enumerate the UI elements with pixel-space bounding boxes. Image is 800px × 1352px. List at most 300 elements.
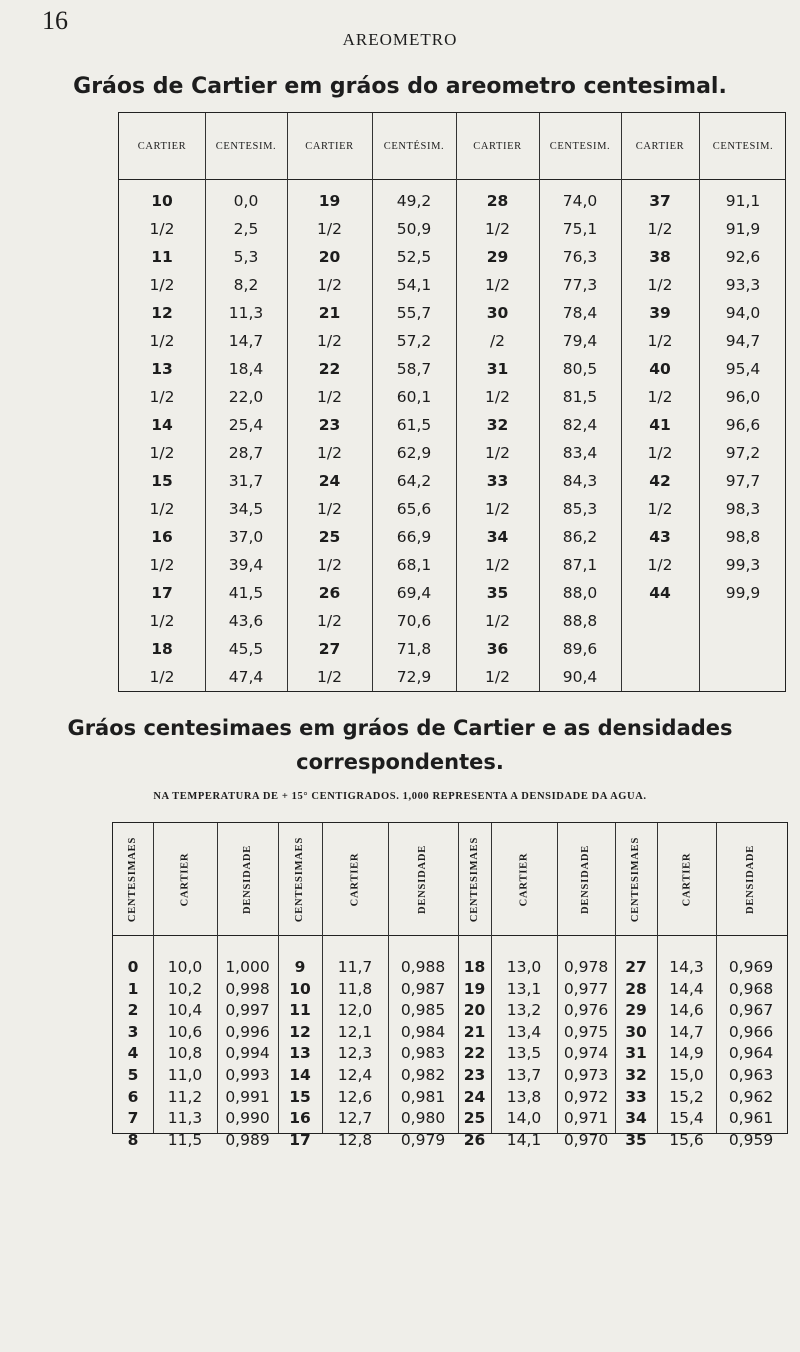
cartier-cell: 1/2 [149, 668, 175, 686]
densidade-cell: 0,976 [563, 1001, 609, 1020]
centesimaes-cell: 3 [127, 1022, 139, 1041]
cartier-cell: 11 [151, 248, 173, 266]
table2-header-label: DENSIDADE [745, 844, 757, 914]
centesim-cell: 64,2 [396, 472, 432, 490]
cartier-cell: 1/2 [647, 556, 673, 574]
cartier-cell: 27 [318, 640, 341, 658]
centesim-cell: 11,3 [228, 304, 264, 322]
centesim-cell: 97,7 [725, 472, 761, 490]
centesim-cell: 96,0 [725, 388, 761, 406]
cartier-cell: 10,6 [167, 1022, 203, 1041]
densidade-cell: 0,967 [728, 1001, 774, 1020]
table2-column-divider [657, 823, 658, 1133]
centesimaes-cell: 15 [289, 1087, 311, 1106]
table2-header [113, 823, 787, 936]
table2-header-cell [557, 827, 615, 931]
table-row [119, 607, 785, 635]
centesim-cell: 62,9 [396, 444, 432, 462]
cartier-cell: 15,4 [669, 1109, 704, 1128]
densidade-cell: 0,991 [225, 1087, 270, 1106]
centesimaes-cell: 0 [127, 958, 139, 976]
centesim-cell: 85,3 [562, 500, 598, 518]
cartier-cell: 10,4 [167, 1001, 203, 1020]
cartier-cell: 13,5 [506, 1044, 542, 1063]
centesim-cell: 61,5 [396, 416, 432, 434]
temperature-note: NA TEMPERATURA DE + 15° CENTIGRADOS. 1,000 REPRESENTA A DENSIDADE DA AGUA. [153, 791, 647, 802]
table1-column-divider [456, 113, 457, 691]
centesimaes-cell: 5 [127, 1065, 139, 1084]
cartier-cell: 1/2 [149, 612, 175, 630]
centesim-cell: 54,1 [396, 276, 432, 294]
centesim-cell: 37,0 [228, 528, 264, 546]
cartier-cell: 17 [151, 584, 173, 602]
table-row [119, 467, 785, 495]
centesimaes-cell: 23 [463, 1065, 486, 1084]
table1-header-cell: CARTIER [137, 140, 187, 152]
centesim-cell: 84,3 [562, 472, 598, 490]
centesim-cell: 75,1 [562, 220, 598, 238]
densidade-cell: 0,988 [400, 958, 446, 976]
table2-header-cell [153, 827, 217, 931]
table1-column-divider [287, 113, 288, 691]
centesimal-to-cartier-density-table [112, 822, 788, 1149]
table-row [119, 383, 785, 411]
centesim-cell: 31,7 [228, 472, 264, 490]
centesim-cell: 88,8 [562, 612, 598, 630]
cartier-cell: 10,2 [167, 979, 203, 998]
centesimaes-cell: 32 [625, 1065, 647, 1084]
cartier-cell: 1/2 [485, 276, 510, 294]
centesim-cell: 66,9 [396, 528, 432, 546]
table2-header-label: DENSIDADE [242, 844, 254, 914]
centesim-cell: 71,8 [396, 640, 432, 658]
cartier-to-centesimal-table [118, 112, 786, 692]
cartier-cell: 1/2 [647, 276, 673, 294]
table2-header-label: CENTESIMAES [469, 836, 480, 922]
centesimaes-cell: 30 [625, 1022, 647, 1041]
table-row [119, 327, 785, 355]
centesim-cell: 55,7 [396, 304, 432, 322]
densidade-cell: 0,968 [728, 979, 774, 998]
table1-header-cell: CARTIER [473, 140, 522, 152]
centesimaes-cell: 11 [289, 1001, 311, 1020]
centesimaes-cell: 17 [289, 1130, 311, 1149]
table2-header-cell [217, 827, 278, 931]
cartier-cell: 1/2 [485, 612, 510, 630]
centesimaes-cell: 18 [463, 958, 486, 976]
densidade-cell: 1,000 [225, 958, 270, 976]
cartier-cell: 14,0 [506, 1109, 542, 1128]
centesimaes-cell: 13 [289, 1044, 311, 1063]
cartier-cell: 12,1 [337, 1022, 373, 1041]
centesim-cell: 94,0 [725, 304, 761, 322]
cartier-cell: 14 [151, 416, 173, 434]
table-row [119, 579, 785, 607]
centesim-cell: 95,4 [725, 360, 761, 378]
cartier-cell: 14,3 [669, 958, 704, 976]
table2-header-label: CENTESIMAES [127, 836, 139, 922]
cartier-cell: 1/2 [485, 444, 510, 462]
cartier-cell: 18 [151, 640, 173, 658]
centesim-cell: 81,5 [562, 388, 598, 406]
cartier-cell: 13,0 [506, 958, 542, 976]
table2-body [113, 957, 787, 1151]
centesim-cell: 22,0 [228, 388, 264, 406]
densidade-cell: 0,970 [563, 1130, 609, 1149]
centesim-cell: 93,3 [725, 276, 761, 294]
centesimaes-cell: 19 [463, 979, 486, 998]
cartier-cell: 1/2 [647, 388, 673, 406]
table1-column-divider [621, 113, 622, 691]
cartier-cell: 29 [486, 248, 509, 266]
cartier-cell: 20 [318, 248, 341, 266]
table1-body [119, 187, 785, 691]
cartier-cell: 36 [486, 640, 509, 658]
centesimaes-cell: 7 [127, 1109, 139, 1128]
cartier-cell: 1/2 [485, 500, 510, 518]
cartier-cell: 28 [486, 192, 509, 210]
page-number: 16 [42, 6, 68, 35]
table2-header-label: CENTESIMAES [630, 836, 642, 922]
cartier-cell: 13,4 [506, 1022, 542, 1041]
cartier-cell: 10,8 [167, 1044, 203, 1063]
centesimaes-cell: 16 [289, 1109, 311, 1128]
centesim-cell: 8,2 [233, 276, 259, 294]
table2-header-cell [458, 827, 491, 931]
densidade-cell: 0,962 [728, 1087, 774, 1106]
densidade-cell: 0,981 [400, 1087, 446, 1106]
table-row [119, 523, 785, 551]
table2-title-line1: Gráos centesimaes em gráos de Cartier e as densidades [67, 716, 733, 740]
centesim-cell: 68,1 [396, 556, 432, 574]
centesim-cell: 52,5 [396, 248, 432, 266]
centesim-cell: 87,1 [562, 556, 598, 574]
densidade-cell: 0,978 [563, 958, 609, 976]
table-row [119, 215, 785, 243]
table1-column-divider [205, 113, 206, 691]
cartier-cell: 30 [486, 304, 509, 322]
cartier-cell: 15,2 [669, 1087, 704, 1106]
densidade-cell: 0,963 [728, 1065, 774, 1084]
table1-header-cell: CENTESIM. [215, 140, 277, 152]
centesim-cell: 69,4 [396, 584, 432, 602]
table2-header-cell [716, 827, 786, 931]
centesimaes-cell: 21 [463, 1022, 486, 1041]
cartier-cell: 14,7 [669, 1022, 704, 1041]
table2-header-cell [322, 827, 388, 931]
table-row [119, 299, 785, 327]
table-row [113, 1087, 787, 1109]
table-row [119, 663, 785, 691]
table1-column-divider [372, 113, 373, 691]
cartier-cell: 1/2 [647, 220, 673, 238]
centesimaes-cell: 8 [127, 1130, 139, 1149]
centesim-cell: 94,7 [725, 332, 761, 350]
centesim-cell: 90,4 [562, 668, 598, 686]
densidade-cell: 0,971 [563, 1109, 609, 1128]
centesim-cell: 60,1 [396, 388, 432, 406]
centesimaes-cell: 24 [463, 1087, 486, 1106]
table2-column-divider [615, 823, 616, 1133]
centesim-cell: 41,5 [228, 584, 264, 602]
centesim-cell: 86,2 [562, 528, 598, 546]
cartier-cell: 11,5 [167, 1130, 203, 1149]
centesim-cell: 70,6 [396, 612, 432, 630]
table2-header-label: CARTIER [518, 852, 530, 906]
centesimaes-cell: 34 [625, 1109, 647, 1128]
densidade-cell: 0,961 [728, 1109, 774, 1128]
cartier-cell: 11,8 [337, 979, 373, 998]
centesim-cell: 99,3 [725, 556, 761, 574]
cartier-cell: 13,1 [506, 979, 542, 998]
table2-header-label: CARTIER [349, 852, 361, 906]
centesim-cell: 97,2 [725, 444, 761, 462]
cartier-cell: 26 [318, 584, 341, 602]
centesim-cell: 99,9 [725, 584, 761, 602]
cartier-cell: 1/2 [149, 388, 175, 406]
table1-column-divider [699, 113, 700, 691]
densidade-cell: 0,972 [563, 1087, 609, 1106]
table-row [119, 355, 785, 383]
cartier-cell: 25 [318, 528, 341, 546]
centesim-cell: 74,0 [562, 192, 598, 210]
centesimaes-cell: 6 [127, 1087, 139, 1106]
centesim-cell: 91,1 [725, 192, 761, 210]
densidade-cell: 0,998 [225, 979, 270, 998]
cartier-cell: 21 [318, 304, 341, 322]
centesim-cell: 91,9 [725, 220, 761, 238]
centesim-cell: 76,3 [562, 248, 598, 266]
cartier-cell: 1/2 [485, 556, 510, 574]
centesim-cell: 28,7 [228, 444, 264, 462]
cartier-cell: 41 [649, 416, 671, 434]
centesimaes-cell: 9 [294, 958, 306, 976]
centesim-cell: 18,4 [228, 360, 264, 378]
centesimaes-cell: 29 [625, 1001, 647, 1020]
centesim-cell: 5,3 [233, 248, 259, 266]
table-row [119, 243, 785, 271]
cartier-cell: 35 [486, 584, 509, 602]
centesim-cell: 98,8 [725, 528, 761, 546]
centesim-cell: 82,4 [562, 416, 598, 434]
centesim-cell: 88,0 [562, 584, 598, 602]
centesimaes-cell: 22 [463, 1044, 486, 1063]
centesim-cell: 45,5 [228, 640, 264, 658]
densidade-cell: 0,984 [400, 1022, 446, 1041]
cartier-cell: 1/2 [485, 668, 510, 686]
cartier-cell: 16 [151, 528, 173, 546]
cartier-cell: 39 [649, 304, 671, 322]
centesim-cell: 58,7 [396, 360, 432, 378]
table2-header-cell [278, 827, 322, 931]
table2-header-label: CENTESIMAES [294, 836, 306, 922]
table1-header-cell: CARTIER [305, 140, 354, 152]
centesimaes-cell: 4 [127, 1044, 139, 1063]
densidade-cell: 0,994 [225, 1044, 270, 1063]
table-row [119, 551, 785, 579]
centesimaes-cell: 31 [625, 1044, 647, 1063]
centesim-cell: 92,6 [725, 248, 761, 266]
densidade-cell: 0,982 [400, 1065, 446, 1084]
table2-title-line2: correspondentes. [296, 750, 504, 774]
table-row [113, 1022, 787, 1044]
centesimaes-cell: 25 [463, 1109, 486, 1128]
cartier-cell: 1/2 [647, 332, 673, 350]
densidade-cell: 0,990 [225, 1109, 270, 1128]
table2-header-label: DENSIDADE [580, 844, 592, 914]
cartier-cell: 12,4 [337, 1065, 373, 1084]
cartier-cell: 24 [318, 472, 341, 490]
densidade-cell: 0,977 [563, 979, 609, 998]
cartier-cell: 1/2 [317, 612, 342, 630]
table2-column-divider [716, 823, 717, 1133]
centesim-cell: 80,5 [562, 360, 598, 378]
table1-column-divider [539, 113, 540, 691]
cartier-cell: 14,9 [669, 1044, 704, 1063]
table2-header-cell [615, 827, 657, 931]
table2-header-cell [388, 827, 458, 931]
centesim-cell: 72,9 [396, 668, 432, 686]
cartier-cell: 33 [486, 472, 509, 490]
centesim-cell: 14,7 [228, 332, 264, 350]
cartier-cell: 13 [151, 360, 173, 378]
cartier-cell: 1/2 [317, 276, 342, 294]
centesimaes-cell: 33 [625, 1087, 647, 1106]
densidade-cell: 0,973 [563, 1065, 609, 1084]
table1-header-cell: CENTESIM. [712, 140, 774, 152]
cartier-cell: 43 [649, 528, 671, 546]
table2-column-divider [458, 823, 459, 1133]
densidade-cell: 0,989 [225, 1130, 270, 1149]
cartier-cell: 13,2 [506, 1001, 542, 1020]
cartier-cell: 11,2 [167, 1087, 203, 1106]
table2-column-divider [557, 823, 558, 1133]
centesim-cell: 50,9 [396, 220, 432, 238]
table2-header-cell [657, 827, 716, 931]
table-row [119, 187, 785, 215]
centesimaes-cell: 35 [625, 1130, 647, 1149]
centesimaes-cell: 12 [289, 1022, 311, 1041]
cartier-cell: 12,0 [337, 1001, 373, 1020]
cartier-cell: 31 [486, 360, 509, 378]
centesimaes-cell: 27 [625, 958, 647, 976]
table2-header-label: DENSIDADE [417, 844, 429, 914]
table-row [113, 1108, 787, 1130]
cartier-cell: 15 [151, 472, 173, 490]
cartier-cell: 42 [649, 472, 671, 490]
densidade-cell: 0,985 [400, 1001, 446, 1020]
centesimaes-cell: 26 [463, 1130, 486, 1149]
centesim-cell: 57,2 [396, 332, 432, 350]
cartier-cell: 10 [151, 192, 173, 210]
centesim-cell: 39,4 [228, 556, 264, 574]
densidade-cell: 0,979 [400, 1130, 446, 1149]
cartier-cell: 1/2 [149, 444, 175, 462]
cartier-cell: 11,7 [337, 958, 373, 976]
centesimaes-cell: 28 [625, 979, 647, 998]
densidade-cell: 0,993 [225, 1065, 270, 1084]
table-row [113, 1000, 787, 1022]
table2-column-divider [322, 823, 323, 1133]
cartier-cell: 1/2 [149, 220, 175, 238]
cartier-cell: 19 [318, 192, 341, 210]
centesimaes-cell: 2 [127, 1001, 139, 1020]
cartier-cell: 32 [486, 416, 509, 434]
cartier-cell: 10,0 [167, 958, 203, 976]
centesim-cell: 83,4 [562, 444, 598, 462]
cartier-cell: 40 [649, 360, 671, 378]
centesimaes-cell: 14 [289, 1065, 311, 1084]
centesim-cell: 89,6 [562, 640, 598, 658]
cartier-cell: 1/2 [317, 556, 342, 574]
centesim-cell: 49,2 [396, 192, 432, 210]
table1-title: Gráos de Cartier em gráos do areometro centesimal. [73, 74, 727, 99]
densidade-cell: 0,996 [225, 1022, 270, 1041]
table2-header-label: CARTIER [681, 852, 692, 906]
cartier-cell: 1/2 [317, 500, 342, 518]
centesim-cell: 47,4 [228, 668, 264, 686]
cartier-cell: 38 [649, 248, 671, 266]
cartier-cell: 22 [318, 360, 341, 378]
table1-header-cell: CENTÉSIM. [383, 140, 445, 152]
cartier-cell: 44 [649, 584, 671, 602]
table-row [113, 1065, 787, 1087]
cartier-cell: 1/2 [485, 220, 510, 238]
table-row [113, 1043, 787, 1065]
table2-column-divider [278, 823, 279, 1133]
cartier-cell: 1/2 [149, 500, 175, 518]
table-row [119, 411, 785, 439]
centesim-cell: 2,5 [233, 220, 259, 238]
centesim-cell: 25,4 [228, 416, 264, 434]
cartier-cell: 12,3 [337, 1044, 373, 1063]
cartier-cell: 23 [318, 416, 341, 434]
densidade-cell: 0,974 [563, 1044, 609, 1063]
cartier-cell: 1/2 [149, 556, 175, 574]
table-row [113, 957, 787, 979]
cartier-cell: 12,6 [337, 1087, 373, 1106]
densidade-cell: 0,980 [400, 1109, 446, 1128]
densidade-cell: 0,964 [728, 1044, 774, 1063]
cartier-cell: 14,4 [669, 979, 704, 998]
cartier-cell: 14,1 [506, 1130, 542, 1149]
cartier-cell: /2 [489, 332, 506, 350]
cartier-cell: 13,7 [506, 1065, 542, 1084]
table2-header-cell [491, 827, 557, 931]
cartier-cell: 1/2 [485, 388, 510, 406]
centesim-cell: 79,4 [562, 332, 598, 350]
table1-header [119, 113, 785, 180]
table2-header-cell [113, 827, 153, 931]
centesim-cell: 34,5 [228, 500, 264, 518]
cartier-cell: 1/2 [317, 668, 342, 686]
cartier-cell: 1/2 [317, 332, 342, 350]
table-row [113, 1130, 787, 1152]
cartier-cell: 12,8 [337, 1130, 373, 1149]
cartier-cell: 34 [486, 528, 509, 546]
running-head: AREOMETRO [342, 30, 458, 49]
table-row [119, 439, 785, 467]
densidade-cell: 0,959 [728, 1130, 774, 1149]
cartier-cell: 1/2 [647, 500, 673, 518]
table-row [119, 635, 785, 663]
densidade-cell: 0,969 [728, 958, 774, 976]
cartier-cell: 15,0 [669, 1065, 704, 1084]
centesimaes-cell: 10 [289, 979, 311, 998]
table2-column-divider [217, 823, 218, 1133]
table2-column-divider [153, 823, 154, 1133]
densidade-cell: 0,975 [563, 1022, 609, 1041]
